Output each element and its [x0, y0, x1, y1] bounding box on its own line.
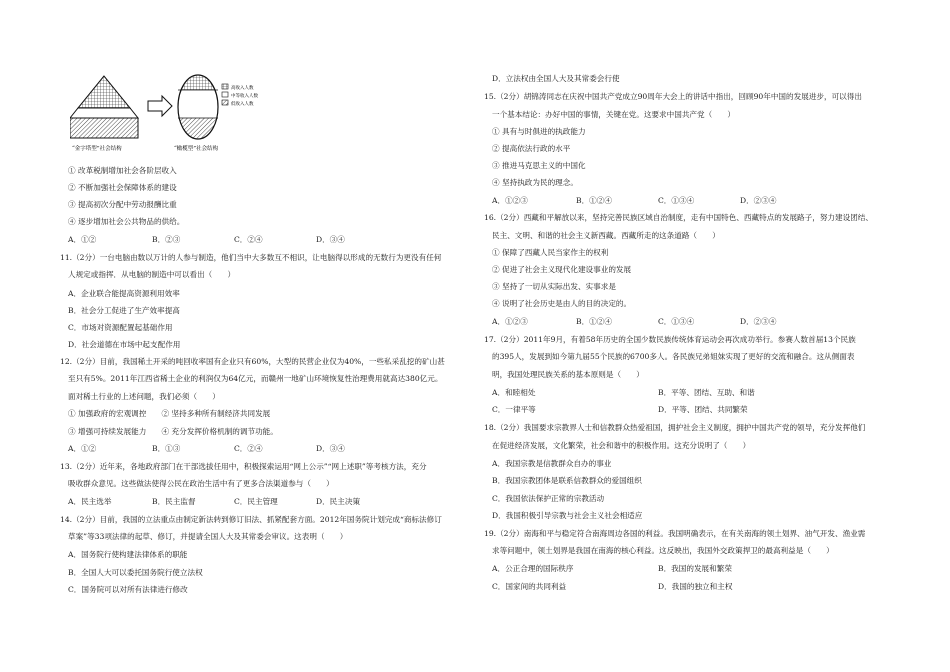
q18-stem: 18.（2分）我国要求宗教界人士和信教群众热爱祖国，拥护社会主义制度，拥护中国共产党的领导，充分发挥他们 [484, 423, 866, 432]
caption-pyramid: “金字塔型”社会结构 [72, 146, 122, 152]
q14-option-c[interactable]: C．国务院可以对所有法律进行修改 [68, 585, 188, 594]
social-structure-figure [70, 74, 290, 154]
q17-option-d[interactable]: D．平等、团结、共同繁荣 [658, 405, 748, 414]
q15-option-c[interactable]: C．①③④ [658, 196, 695, 205]
q14-stem: 草案”等33项法律的起草、修订，并提请全国人大及其常委会审议。这表明（ ） [68, 532, 348, 541]
q12-option-b[interactable]: B．①③ [152, 444, 181, 453]
legend-low-income: 低收入人数 [231, 102, 254, 107]
q12-option-c[interactable]: C．②④ [234, 444, 263, 453]
q15-item: ③ 推进马克思主义的中国化 [492, 161, 586, 170]
caption-olive: “橄榄型”社会结构 [174, 146, 219, 152]
q12-option-d[interactable]: D．③④ [316, 444, 345, 453]
legend-middle-income: 中等收入人数 [231, 94, 258, 99]
q10-item: ① 改革税制增加社会各阶层收入 [68, 166, 177, 175]
q17-stem: 明，我国处理民族关系的基本原则是（ ） [492, 370, 644, 379]
q16-option-c[interactable]: C．①③④ [658, 317, 695, 326]
q12-option-a[interactable]: A．①② [68, 444, 97, 453]
q16-stem: 16.（2分）西藏和平解放以来，坚持完善民族区域自治制度，走有中国特色、西藏特点的发展路子，努力建设团结、 [484, 213, 873, 222]
arrow-icon [148, 96, 172, 116]
q15-stem: 一个基本结论：办好中国的事情，关键在党。这要求中国共产党（ ） [492, 110, 735, 119]
q13-stem: 吸收群众意见。这些做法使得公民在政治生活中有了更多合法渠道参与（ ） [68, 479, 334, 488]
q11-stem: 11.（2分）一台电脑由数以万计的人参与制造，他们当中大多数互不相识，让电脑得以形成的无数行为更没有任何 [60, 253, 442, 262]
q12-item: ① 加强政府的宏观调控 ② 坚持多种所有制经济共同发展 [68, 409, 271, 418]
q13-option-a[interactable]: A．民主选举 [68, 497, 112, 506]
q15-option-d[interactable]: D．②③④ [740, 196, 777, 205]
q19-stem: 19.（2分）南海和平与稳定符合南海周边各国的利益。我国明确表示，在有关南海的领土划界、油气开发、渔业需 [484, 529, 866, 538]
q17-stem: 17.（2分）2011年9月，有着58年历史的全国少数民族传统体育运动会再次成功举行。参赛人数首届13个民族 [484, 335, 856, 344]
q12-stem: 面对稀土行业的上述问题，我们必须（ ） [68, 392, 220, 401]
q19-option-d[interactable]: D．我国的独立和主权 [658, 582, 733, 591]
q15-item: ② 提高依法行政的水平 [492, 144, 571, 153]
q16-item: ② 促进了社会主义现代化建设事业的发展 [492, 265, 632, 274]
q15-item: ① 具有与时俱进的执政能力 [492, 127, 586, 136]
q17-option-a[interactable]: A．和睦相处 [492, 388, 536, 397]
figure-legend [222, 84, 258, 107]
q17-stem: 的395人，发展到如今第九届55个民族的6700多人。各民族兄弟姐妹实现了更好的交流和融合。这从侧面表 [492, 352, 855, 361]
q19-option-a[interactable]: A．公正合理的国际秩序 [492, 564, 574, 573]
q14-option-a[interactable]: A．国务院行使构建法律体系的职能 [68, 550, 188, 559]
q13-option-c[interactable]: C．民主管理 [234, 497, 278, 506]
q18-stem: 在促进经济发展，文化繁荣，社会和谐中的积极作用。这充分说明了（ ） [492, 441, 751, 450]
q12-item: ③ 增强可持续发展能力 ④ 充分发挥价格机制的调节功能。 [68, 427, 278, 436]
q13-option-b[interactable]: B．民主监督 [152, 497, 196, 506]
q17-option-c[interactable]: C．一律平等 [492, 405, 536, 414]
q17-option-b[interactable]: B．平等、团结、互助、和谐 [658, 388, 755, 397]
q11-stem: 人规定或指挥．从电脑的制造中可以看出（ ） [68, 270, 236, 279]
q18-option-a[interactable]: A．我国宗教是信教群众自办的事业 [492, 459, 612, 468]
q13-option-d[interactable]: D．民主决策 [316, 497, 361, 506]
q11-option-a[interactable]: A．企业联合能提高资源利用效率 [68, 289, 180, 298]
q11-option-c[interactable]: C．市场对资源配置起基础作用 [68, 323, 173, 332]
q16-item: ④ 说明了社会历史是由人的目的决定的。 [492, 299, 632, 308]
q10-option-d[interactable]: D．③④ [316, 235, 345, 244]
q18-option-c[interactable]: C．我国依法保护正常的宗教活动 [492, 494, 605, 503]
q11-option-d[interactable]: D．社会道德在市场中起支配作用 [68, 340, 181, 349]
q11-option-b[interactable]: B．社会分工促进了生产效率提高 [68, 306, 180, 315]
q19-option-c[interactable]: C．国家间的共同利益 [492, 582, 567, 591]
pyramid-diagram [70, 76, 138, 138]
q16-option-d[interactable]: D．②③④ [740, 317, 777, 326]
q10-option-a[interactable]: A．①② [68, 235, 97, 244]
q16-item: ③ 坚持了一切从实际出发、实事求是 [492, 282, 616, 291]
q15-item: ④ 坚持执政为民的理念。 [492, 178, 578, 187]
olive-diagram [176, 74, 220, 142]
q18-option-d[interactable]: D．我国积极引导宗教与社会主义社会相适应 [492, 511, 643, 520]
q19-stem: 求等问题中，领土划界是我国在南海的核心利益。这反映出，我国外交政策捍卫的最高利益是（ ） [492, 546, 834, 555]
q16-stem: 民主、文明、和谐的社会主义新西藏。西藏所走的这条道路（ ） [492, 231, 720, 240]
q16-option-a[interactable]: A．①②③ [492, 317, 528, 326]
legend-high-income: 高收入人数 [231, 86, 254, 91]
q10-option-c[interactable]: C．②④ [234, 235, 263, 244]
q15-option-b[interactable]: B．①②④ [576, 196, 612, 205]
q14-option-b[interactable]: B．全国人大可以委托国务院行使立法权 [68, 568, 203, 577]
q10-item: ④ 逐步增加社会公共物品的供给。 [68, 217, 185, 226]
q14-option-d[interactable]: D．立法权由全国人大及其常委会行使 [492, 74, 620, 83]
q10-option-b[interactable]: B．②③ [152, 235, 181, 244]
q14-stem: 14.（2分）目前，我国的立法重点由制定新法转到修订旧法、抓紧配套方面。2012年国务院计划完成“商标法修订 [60, 515, 442, 524]
q15-stem: 15.（2分）胡锦涛同志在庆祝中国共产党成立90周年大会上的讲话中指出，回顾90年中国的发展进步，可以得出 [484, 92, 862, 101]
q16-option-b[interactable]: B．①②④ [576, 317, 612, 326]
q12-stem: 至只有5%。2011年江西省稀土企业的利润仅为64亿元，而赣州一地矿山环境恢复性治理费用就高达380亿元。 [68, 374, 443, 383]
q15-option-a[interactable]: A．①②③ [492, 196, 528, 205]
q10-item: ② 不断加强社会保障体系的建设 [68, 183, 177, 192]
q10-item: ③ 提高初次分配中劳动报酬比重 [68, 200, 177, 209]
q12-stem: 12.（2分）目前，我国稀土开采的吨回收率国有企业只有60%，大型的民营企业仅为40%，一些私采乱挖的矿山甚 [60, 357, 445, 366]
q16-item: ① 保障了西藏人民当家作主的权利 [492, 248, 609, 257]
q13-stem: 13.（2分）近年来，各地政府部门在干部选拔任用中，积极探索运用“网上公示”“网上述职”等考核方法，充分 [60, 462, 427, 471]
q18-option-b[interactable]: B．我国宗教团体是联系信教群众的爱国组织 [492, 476, 642, 485]
q19-option-b[interactable]: B．我国的发展和繁荣 [658, 564, 732, 573]
